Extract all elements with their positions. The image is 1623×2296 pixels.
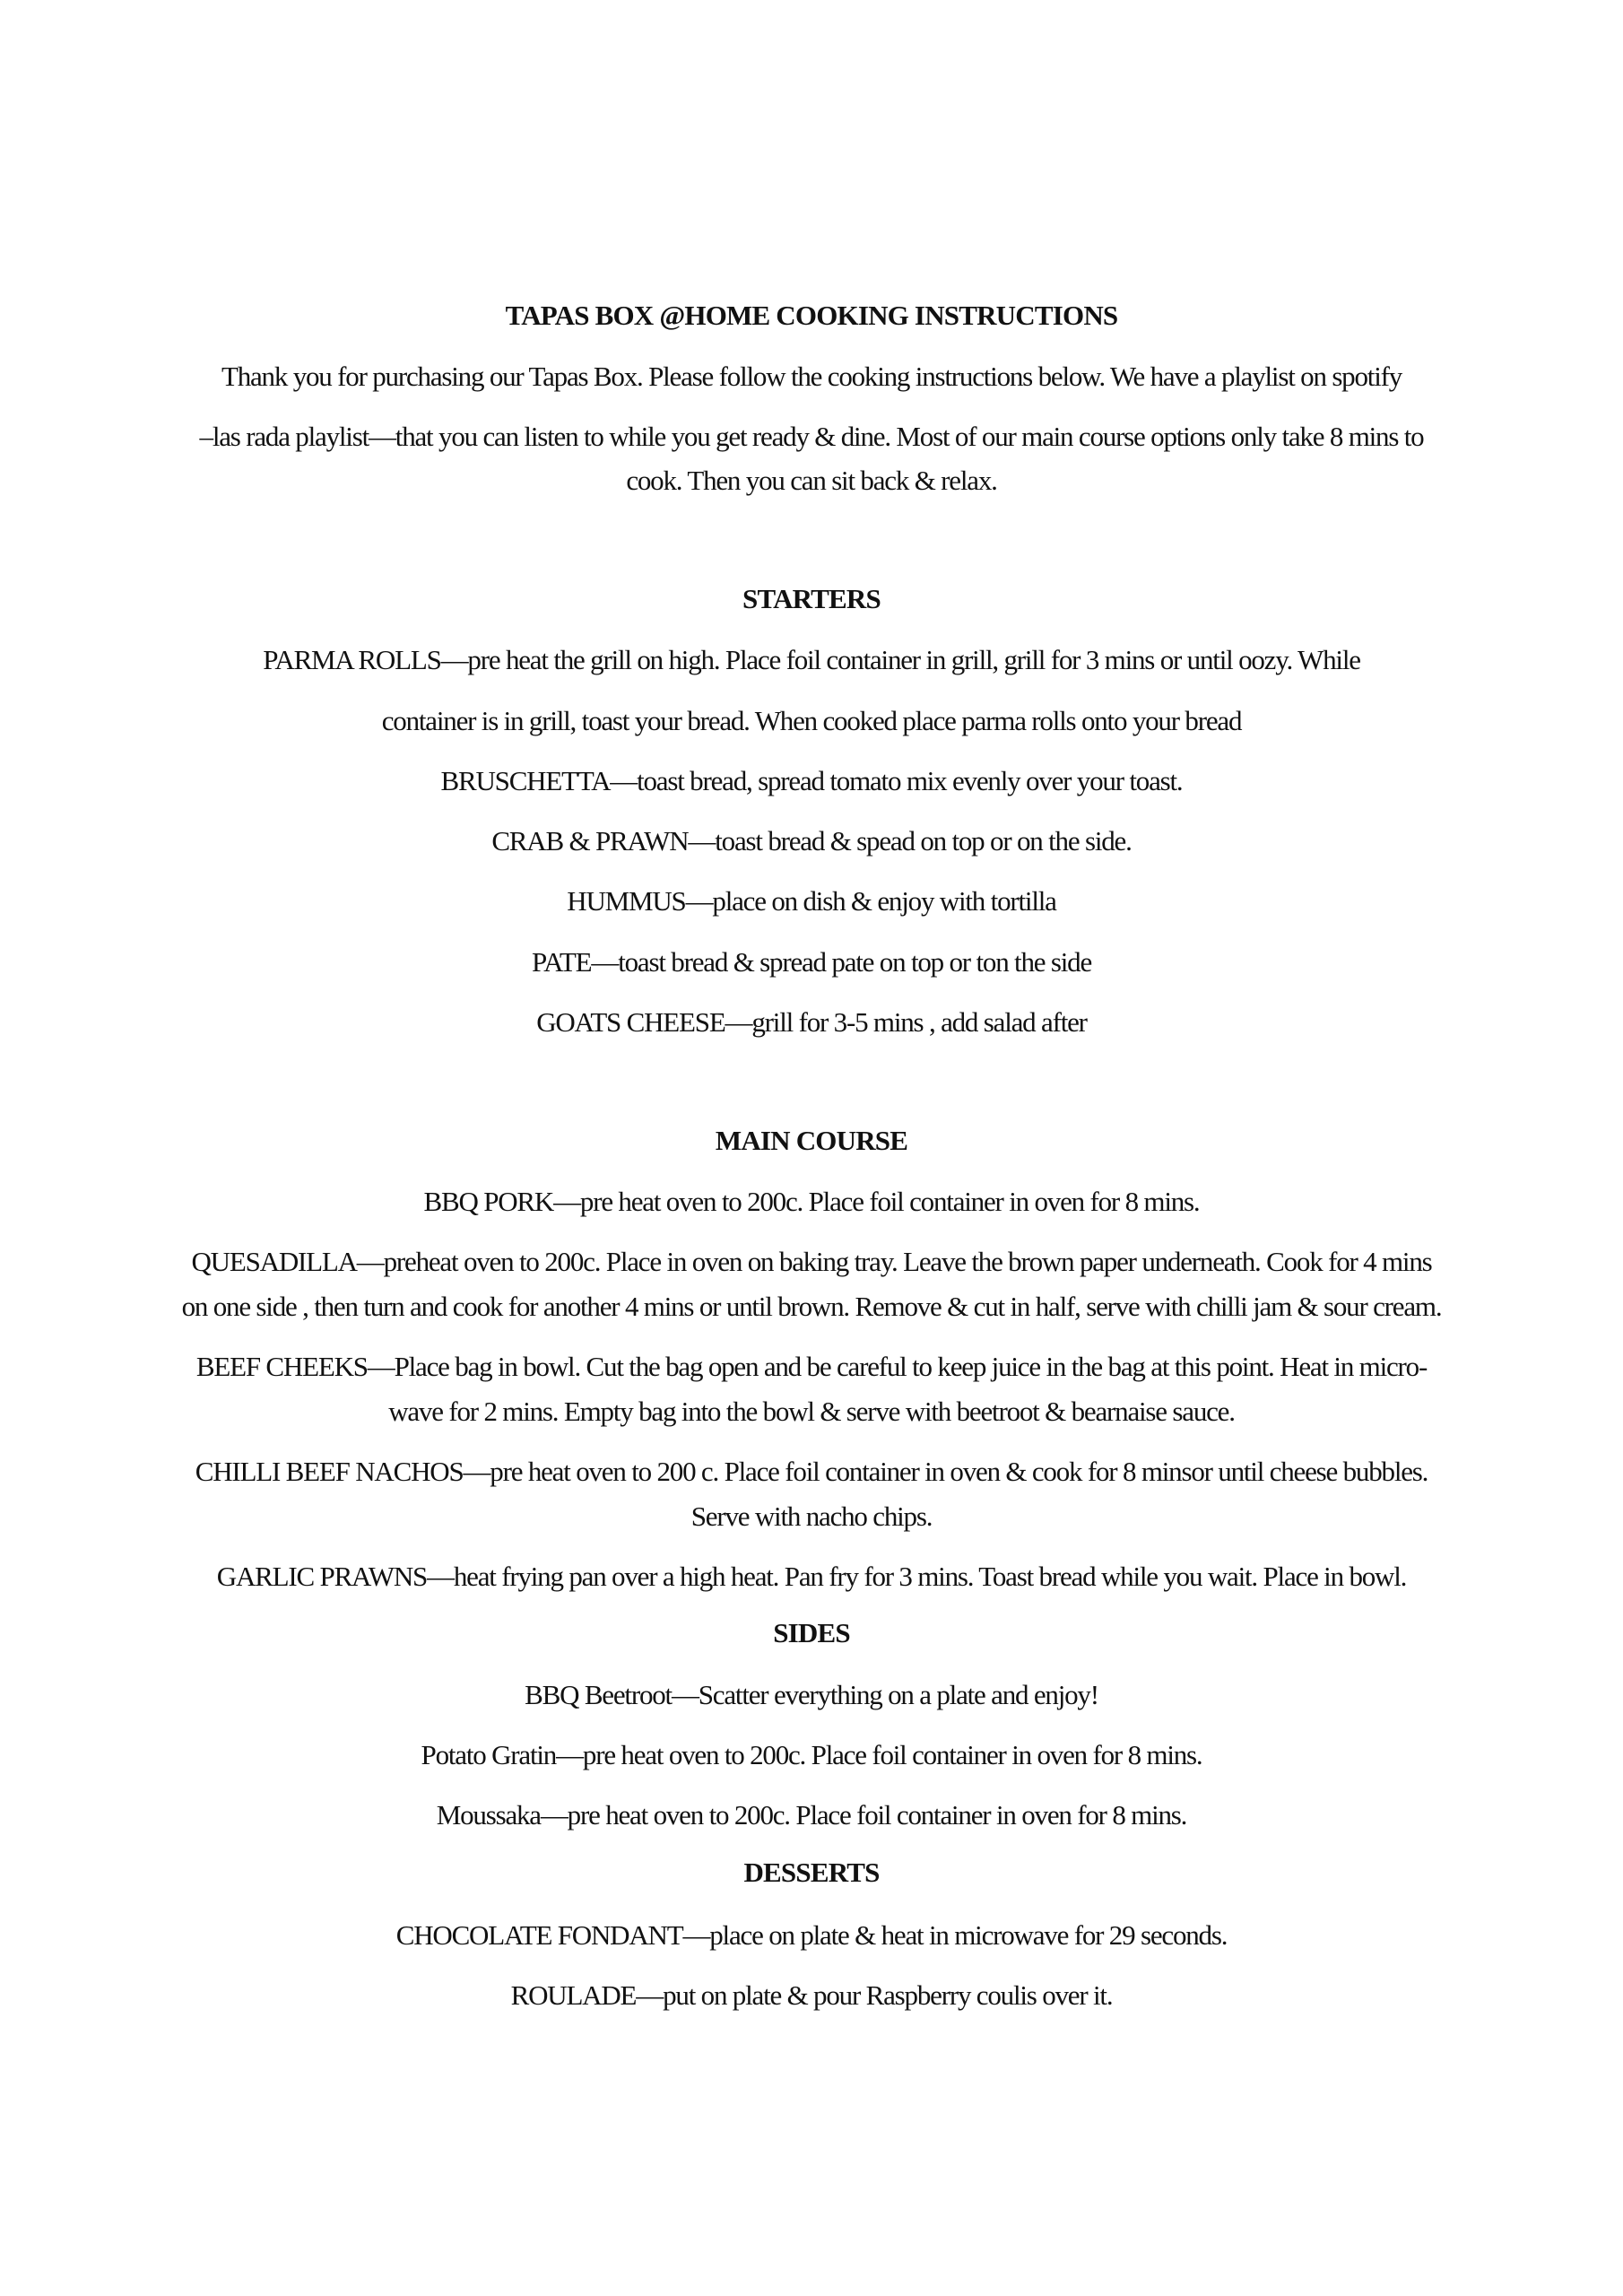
- main-course-item: QUESADILLA—preheat oven to 200c. Place in oven on baking tray. Leave the brown paper underneath. Cook for 4 mins: [191, 1246, 1432, 1277]
- desserts-heading: DESSERTS: [743, 1857, 880, 1888]
- main-course-heading: MAIN COURSE: [715, 1125, 908, 1156]
- main-course-item: wave for 2 mins. Empty bag into the bowl & serve with beetroot & bearnaise sauce.: [388, 1396, 1235, 1427]
- intro-line-2: –las rada playlist—that you can listen to while you get ready & dine. Most of our main course options only take 8 mins to: [199, 421, 1424, 452]
- main-course-item: CHILLI BEEF NACHOS—pre heat oven to 200 c. Place foil container in oven & cook for 8 minsor until cheese bubbles.: [195, 1456, 1428, 1487]
- main-course-item: BBQ PORK—pre heat oven to 200c. Place foil container in oven for 8 mins.: [423, 1186, 1200, 1217]
- side-item: BBQ Beetroot—Scatter everything on a plate and enjoy!: [525, 1679, 1098, 1710]
- starter-item: BRUSCHETTA—toast bread, spread tomato mix evenly over your toast.: [440, 765, 1183, 796]
- dessert-item: CHOCOLATE FONDANT—place on plate & heat in microwave for 29 seconds.: [395, 1919, 1228, 1951]
- intro-line-3: cook. Then you can sit back & relax.: [626, 465, 997, 496]
- main-course-item: Serve with nacho chips.: [690, 1500, 933, 1532]
- main-course-item: BEEF CHEEKS—Place bag in bowl. Cut the bag open and be careful to keep juice in the bag at this point. Heat in micro-: [195, 1351, 1428, 1382]
- sides-heading: SIDES: [773, 1617, 850, 1648]
- side-item: Potato Gratin—pre heat oven to 200c. Place foil container in oven for 8 mins.: [421, 1739, 1202, 1770]
- starters-heading: STARTERS: [742, 583, 881, 614]
- starter-item: GOATS CHEESE—grill for 3-5 mins , add salad after: [536, 1006, 1087, 1038]
- starter-item: HUMMUS—place on dish & enjoy with tortilla: [567, 885, 1056, 917]
- main-course-item: on one side , then turn and cook for another 4 mins or until brown. Remove & cut in half, serve with chilli jam & sour cream.: [181, 1291, 1442, 1322]
- starter-item: container is in grill, toast your bread. When cooked place parma rolls onto your bread: [381, 705, 1242, 736]
- dessert-item: ROULADE—put on plate & pour Raspberry coulis over it.: [510, 1979, 1113, 2011]
- starter-item: CRAB & PRAWN—toast bread & spead on top or on the side.: [491, 825, 1132, 857]
- page-title: TAPAS BOX @HOME COOKING INSTRUCTIONS: [505, 300, 1118, 331]
- intro-line-1: Thank you for purchasing our Tapas Box. Please follow the cooking instructions below. We have a playlist on spotify: [221, 361, 1402, 392]
- starter-item: PATE—toast bread & spread pate on top or ton the side: [531, 946, 1092, 978]
- starter-item: PARMA ROLLS—pre heat the grill on high. Place foil container in grill, grill for 3 mins or until oozy. While: [263, 644, 1360, 675]
- side-item: Moussaka—pre heat oven to 200c. Place foil container in oven for 8 mins.: [436, 1799, 1187, 1831]
- main-course-item: GARLIC PRAWNS—heat frying pan over a high heat. Pan fry for 3 mins. Toast bread while you wait. Place in bowl.: [216, 1561, 1407, 1592]
